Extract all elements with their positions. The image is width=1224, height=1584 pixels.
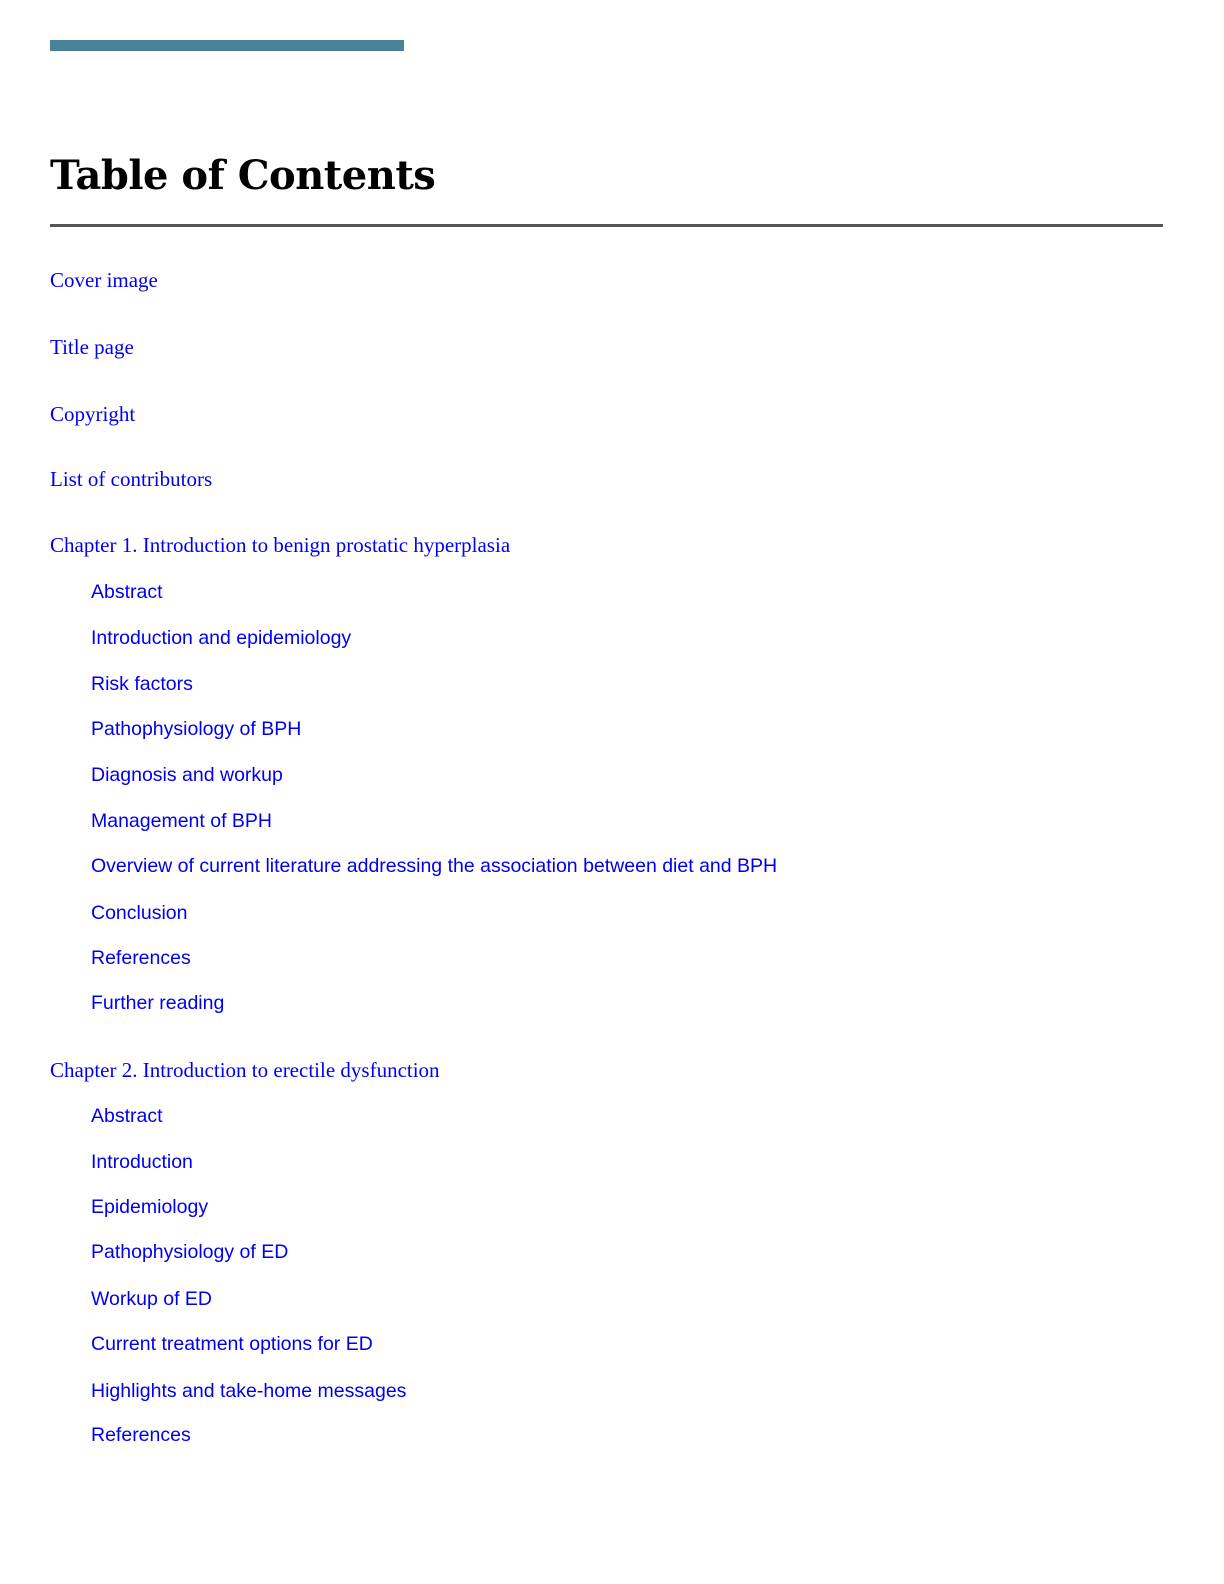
toc-link-ch1-references[interactable]: References: [91, 947, 191, 969]
header-accent-bar: [50, 40, 404, 51]
toc-link-chapter-1[interactable]: Chapter 1. Introduction to benign prostatic hyperplasia: [50, 533, 511, 557]
toc-link-ch2-current-treatment-options[interactable]: Current treatment options for ED: [91, 1333, 373, 1355]
toc-link-ch1-diagnosis-and-workup[interactable]: Diagnosis and workup: [91, 764, 283, 786]
toc-link-ch2-workup-of-ed[interactable]: Workup of ED: [91, 1288, 213, 1310]
toc-link-title-page[interactable]: Title page: [50, 335, 134, 359]
title-divider: [50, 224, 1163, 227]
toc-link-ch2-introduction[interactable]: Introduction: [91, 1151, 193, 1173]
toc-link-ch2-abstract[interactable]: Abstract: [91, 1105, 163, 1127]
toc-link-ch1-pathophysiology-of-bph[interactable]: Pathophysiology of BPH: [91, 718, 302, 740]
toc-link-chapter-2[interactable]: Chapter 2. Introduction to erectile dysfunction: [50, 1058, 440, 1082]
toc-link-ch1-diet-and-bph-overview[interactable]: Overview of current literature addressing the association between diet and BPH: [91, 855, 778, 877]
toc-link-list-of-contributors[interactable]: List of contributors: [50, 467, 213, 491]
toc-link-ch1-risk-factors[interactable]: Risk factors: [91, 673, 193, 695]
toc-link-ch1-management-of-bph[interactable]: Management of BPH: [91, 810, 273, 832]
toc-link-ch1-further-reading[interactable]: Further reading: [91, 992, 225, 1014]
page-title: Table of Contents: [50, 152, 436, 199]
toc-link-ch1-introduction-and-epidemiology[interactable]: Introduction and epidemiology: [91, 627, 352, 649]
toc-link-ch2-highlights[interactable]: Highlights and take-home messages: [91, 1380, 407, 1402]
toc-link-ch2-references[interactable]: References: [91, 1424, 191, 1446]
toc-link-ch2-pathophysiology-of-ed[interactable]: Pathophysiology of ED: [91, 1241, 289, 1263]
toc-link-copyright[interactable]: Copyright: [50, 402, 136, 426]
toc-link-ch1-conclusion[interactable]: Conclusion: [91, 902, 188, 924]
toc-link-ch2-epidemiology[interactable]: Epidemiology: [91, 1196, 209, 1218]
toc-link-ch1-abstract[interactable]: Abstract: [91, 581, 163, 603]
toc-link-cover-image[interactable]: Cover image: [50, 268, 158, 292]
